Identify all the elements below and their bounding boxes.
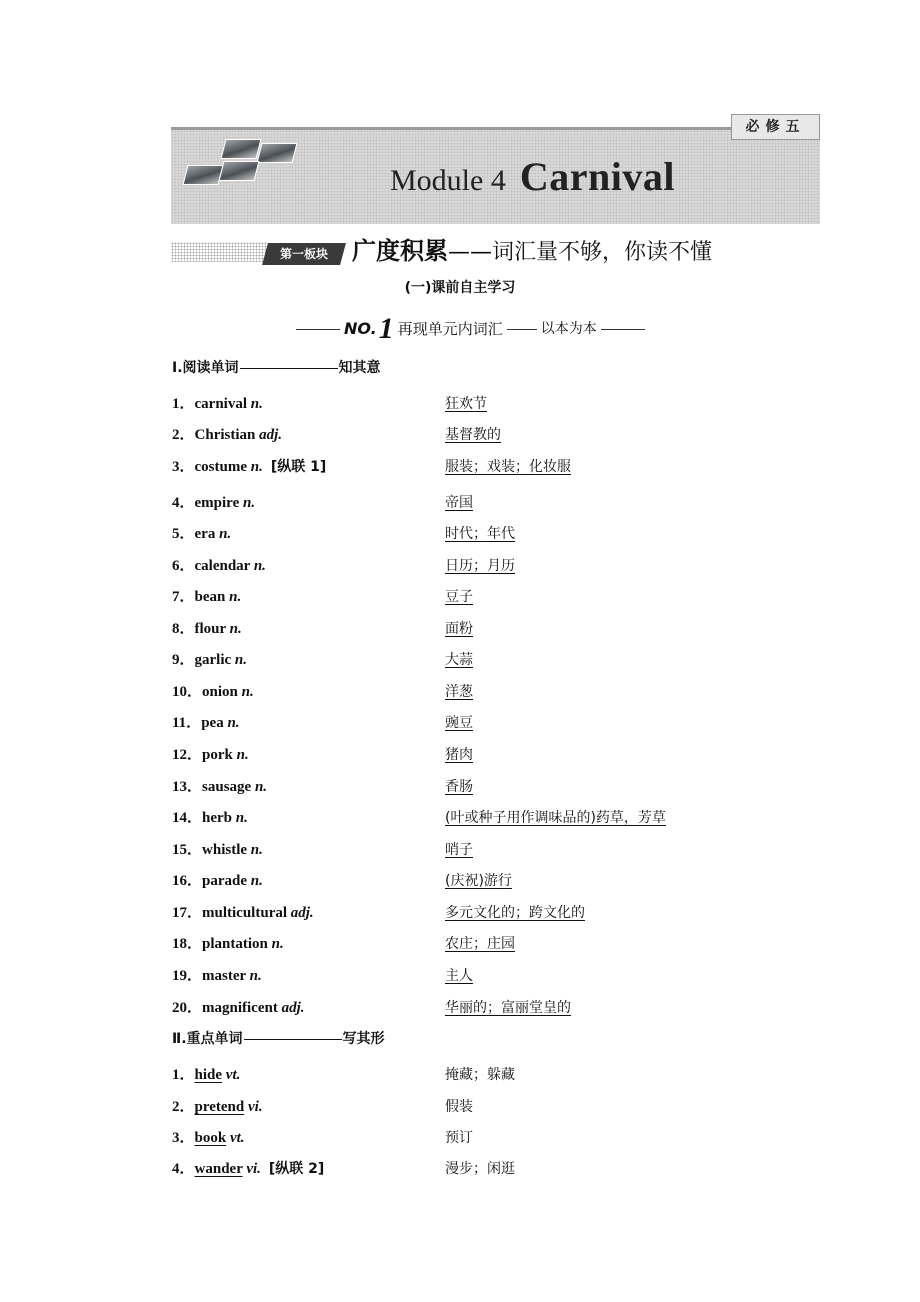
item-number: 17．	[172, 905, 203, 921]
vocab-word: book	[194, 1130, 227, 1146]
item-number: 8．	[172, 621, 195, 637]
no-prefix: NO.	[344, 319, 377, 338]
part-of-speech: n.	[250, 873, 263, 889]
part-of-speech: n.	[254, 779, 268, 795]
item-number: 6．	[172, 558, 195, 574]
vocab-word: empire	[194, 495, 240, 511]
fill-line	[240, 368, 338, 369]
vocab-row	[172, 681, 772, 703]
vocab-meaning: 猪肉	[445, 747, 473, 763]
module-label: Module 4	[390, 164, 506, 197]
vocab-row	[172, 1064, 772, 1086]
item-number: 4．	[172, 495, 195, 511]
no-main-title: 再现单元内词汇	[397, 320, 503, 338]
vocab-row	[172, 1096, 772, 1118]
vocab-row	[172, 618, 772, 640]
item-number: 11．	[172, 715, 202, 731]
vocab-word: era	[194, 526, 216, 542]
vocab-meaning: 农庄；庄园	[445, 936, 515, 952]
part-of-speech: n.	[250, 396, 263, 412]
item-number: 2．	[172, 1099, 195, 1115]
vocab-meaning: 预订	[445, 1130, 473, 1146]
vocab-meaning: 基督教的	[445, 427, 501, 443]
part-of-speech: n.	[241, 684, 254, 700]
vocab-row	[172, 744, 772, 766]
vocab-word: master	[202, 968, 246, 984]
banner-rule	[171, 127, 731, 130]
item-number: 12．	[172, 747, 203, 763]
section-tag	[262, 243, 346, 265]
vocab-row	[172, 965, 772, 987]
vocab-row	[172, 712, 772, 734]
vocab-row	[172, 649, 772, 671]
section-title-rest: ——词汇量不够，你读不懂	[448, 240, 713, 265]
cross-reference-note: [纵联 1]	[270, 459, 327, 475]
item-number: 4．	[172, 1161, 195, 1177]
part-of-speech: n.	[253, 558, 266, 574]
divider	[507, 329, 537, 330]
no-heading	[296, 312, 645, 346]
item-number: 7．	[172, 589, 195, 605]
vocab-word: magnificent	[202, 1000, 278, 1016]
part-of-speech: vi.	[246, 1161, 261, 1177]
vocab-meaning: 香肠	[445, 779, 473, 795]
vocab-meaning: (叶或种子用作调味品的)药草，芳草	[445, 810, 666, 826]
vocab-word: parade	[202, 873, 248, 889]
vocab-row	[172, 1158, 772, 1180]
vocab-meaning: 哨子	[445, 842, 473, 858]
vocab-row	[172, 424, 772, 446]
vocab-meaning: 掩藏；躲藏	[445, 1067, 515, 1083]
vocab-meaning: 漫步；闲逛	[445, 1161, 515, 1177]
divider	[601, 329, 645, 330]
vocab-meaning: (庆祝)游行	[445, 873, 512, 889]
vocab-word: herb	[202, 810, 233, 826]
vocab-row	[172, 492, 772, 514]
volume-badge: 必修五	[731, 114, 820, 140]
part-1-title: Ⅰ.阅读单词	[172, 360, 239, 376]
item-number: 3．	[172, 1130, 195, 1146]
part-2-suffix: 写其形	[342, 1031, 385, 1047]
item-number: 13．	[172, 779, 203, 795]
section-title-strong: 广度积累	[352, 237, 448, 265]
vocab-word: hide	[194, 1067, 223, 1083]
vocab-row	[172, 776, 772, 798]
no-number: 1	[378, 312, 394, 345]
vocab-word: sausage	[202, 779, 252, 795]
vocab-row	[172, 839, 772, 861]
vocab-meaning: 豆子	[445, 589, 473, 605]
item-number: 10．	[172, 684, 203, 700]
part-of-speech: n.	[271, 936, 284, 952]
item-number: 20．	[172, 1000, 203, 1016]
vocab-meaning: 主人	[445, 968, 473, 984]
vocab-meaning: 服装；戏装；化妆服	[445, 459, 571, 475]
part-1-heading	[172, 358, 381, 378]
item-number: 2．	[172, 427, 195, 443]
vocab-meaning: 华丽的；富丽堂皇的	[445, 1000, 571, 1016]
vocab-word: whistle	[202, 842, 248, 858]
vocab-word: garlic	[194, 652, 232, 668]
vocab-word: wander	[194, 1161, 243, 1177]
photo-thumb	[183, 165, 224, 185]
vocab-meaning: 多元文化的；跨文化的	[445, 905, 585, 921]
part-of-speech: n.	[250, 459, 263, 475]
part-of-speech: adj.	[259, 427, 283, 443]
vocab-word: multicultural	[202, 905, 288, 921]
vocab-meaning: 洋葱	[445, 684, 473, 700]
part-of-speech: vt.	[225, 1067, 241, 1083]
vocab-meaning: 狂欢节	[445, 396, 487, 412]
vocab-row	[172, 933, 772, 955]
vocab-meaning: 帝国	[445, 495, 473, 511]
item-number: 15．	[172, 842, 203, 858]
cross-reference-note: [纵联 2]	[268, 1161, 325, 1177]
item-number: 9．	[172, 652, 195, 668]
part-of-speech: vi.	[248, 1099, 263, 1115]
fill-line	[244, 1039, 342, 1040]
vocab-word: onion	[202, 684, 238, 700]
vocab-meaning: 时代；年代	[445, 526, 515, 542]
subtitle: (一)课前自主学习	[404, 280, 516, 296]
vocab-word: carnival	[194, 396, 248, 412]
part-of-speech: adj.	[281, 1000, 305, 1016]
vocab-row	[172, 523, 772, 545]
item-number: 5．	[172, 526, 195, 542]
vocab-row	[172, 807, 772, 829]
item-number: 18．	[172, 936, 203, 952]
vocab-word: costume	[194, 459, 248, 475]
vocab-row	[172, 870, 772, 892]
vocab-row	[172, 1127, 772, 1149]
vocab-word: calendar	[194, 558, 251, 574]
module-name: Carnival	[519, 154, 675, 199]
part-of-speech: n.	[219, 526, 232, 542]
vocab-word: pea	[201, 715, 224, 731]
module-title	[390, 152, 675, 202]
vocab-row	[172, 456, 772, 478]
item-number: 19．	[172, 968, 203, 984]
vocab-word: pork	[202, 747, 233, 763]
part-2-heading	[172, 1029, 385, 1049]
section-title	[352, 234, 712, 268]
part-of-speech: n.	[236, 747, 249, 763]
photo-thumb	[221, 139, 262, 159]
item-number: 1．	[172, 1067, 195, 1083]
item-number: 14．	[172, 810, 203, 826]
vocab-row	[172, 586, 772, 608]
section-tag-label: 第一板块	[279, 247, 328, 261]
vocab-row	[172, 555, 772, 577]
vocab-meaning: 豌豆	[445, 715, 473, 731]
vocab-word: Christian	[194, 427, 256, 443]
item-number: 3．	[172, 459, 195, 475]
vocab-word: bean	[194, 589, 226, 605]
part-of-speech: adj.	[290, 905, 314, 921]
vocab-meaning: 面粉	[445, 621, 473, 637]
vocab-row	[172, 902, 772, 924]
vocab-meaning: 假装	[445, 1099, 473, 1115]
vocab-meaning: 日历；月历	[445, 558, 515, 574]
item-number: 16．	[172, 873, 203, 889]
vocab-meaning: 大蒜	[445, 652, 473, 668]
part-of-speech: n.	[242, 495, 256, 511]
part-of-speech: vt.	[229, 1130, 245, 1146]
no-side-title: 以本为本	[540, 321, 597, 337]
part-of-speech: n.	[229, 621, 242, 637]
part-of-speech: n.	[250, 842, 263, 858]
part-1-suffix: 知其意	[338, 360, 381, 376]
vocab-word: flour	[194, 621, 226, 637]
vocab-row	[172, 997, 772, 1019]
divider	[296, 329, 340, 330]
part-of-speech: n.	[229, 589, 242, 605]
part-of-speech: n.	[235, 810, 248, 826]
vocab-word: pretend	[194, 1099, 245, 1115]
photo-thumb	[219, 161, 260, 181]
item-number: 1．	[172, 396, 195, 412]
vocab-word: plantation	[202, 936, 268, 952]
photo-thumb	[257, 143, 298, 163]
part-of-speech: n.	[234, 652, 248, 668]
part-2-title: Ⅱ.重点单词	[172, 1031, 243, 1047]
section-dot-bar	[171, 242, 267, 262]
vocab-row	[172, 393, 772, 415]
part-of-speech: n.	[227, 715, 240, 731]
part-of-speech: n.	[249, 968, 262, 984]
